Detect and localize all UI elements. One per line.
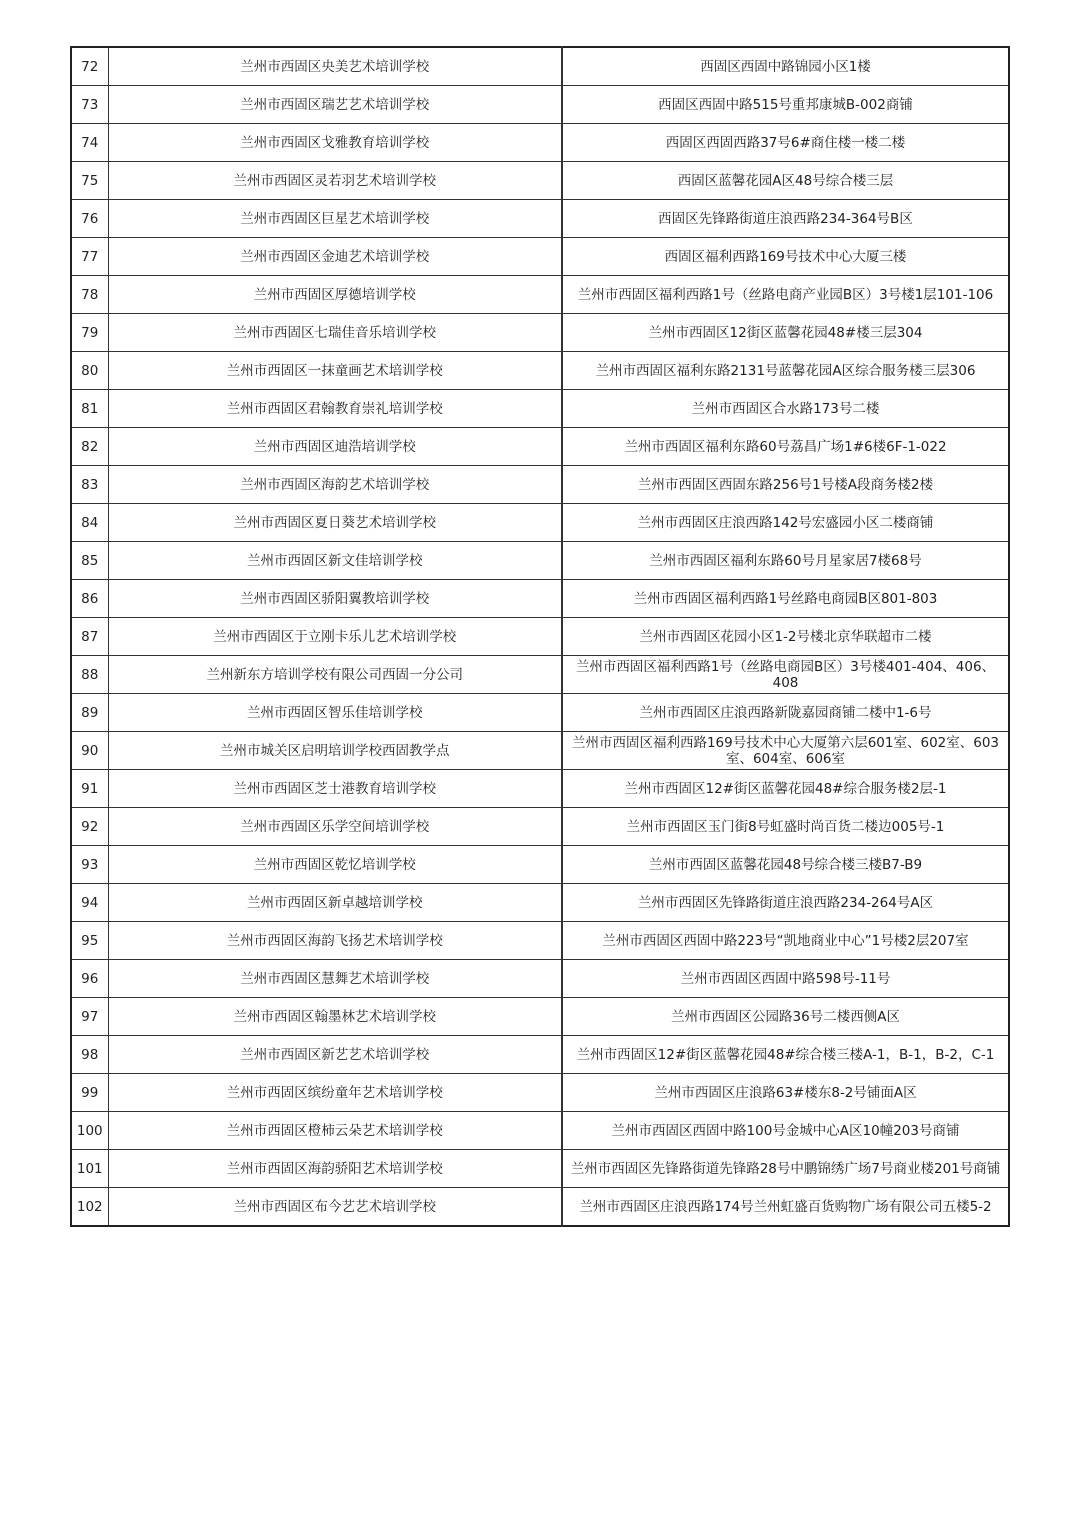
table-row	[71, 732, 1009, 770]
row-number: 82	[71, 428, 108, 466]
row-number: 72	[71, 47, 108, 86]
table-row	[71, 162, 1009, 200]
school-name: 兰州市西固区橙柿云朵艺术培训学校	[108, 1112, 562, 1150]
table-row	[71, 276, 1009, 314]
school-name: 兰州市西固区翰墨林艺术培训学校	[108, 998, 562, 1036]
school-address: 兰州市西固区西固中路598号-11号	[562, 960, 1009, 998]
row-number: 86	[71, 580, 108, 618]
school-name: 兰州市西固区灵若羽艺术培训学校	[108, 162, 562, 200]
school-address: 兰州市西固区西固中路100号金城中心A区10幢203号商铺	[562, 1112, 1009, 1150]
table-row	[71, 352, 1009, 390]
table-row	[71, 1074, 1009, 1112]
school-name: 兰州市西固区新卓越培训学校	[108, 884, 562, 922]
row-number: 80	[71, 352, 108, 390]
school-list-table	[70, 46, 1010, 1227]
school-address: 兰州市西固区公园路36号二楼西侧A区	[562, 998, 1009, 1036]
row-number: 77	[71, 238, 108, 276]
table-row	[71, 504, 1009, 542]
table-row	[71, 884, 1009, 922]
school-address: 兰州市西固区庄浪路63#楼东8-2号铺面A区	[562, 1074, 1009, 1112]
school-address: 西固区西固中路515号重邦康城B-002商铺	[562, 86, 1009, 124]
school-name: 兰州市西固区七瑞佳音乐培训学校	[108, 314, 562, 352]
row-number: 74	[71, 124, 108, 162]
school-name: 兰州市西固区慧舞艺术培训学校	[108, 960, 562, 998]
table-row	[71, 960, 1009, 998]
school-name: 兰州市西固区缤纷童年艺术培训学校	[108, 1074, 562, 1112]
school-name: 兰州市西固区瑞艺艺术培训学校	[108, 86, 562, 124]
row-number: 91	[71, 770, 108, 808]
school-name: 兰州新东方培训学校有限公司西固一分公司	[108, 656, 562, 694]
school-name: 兰州市西固区海韵骄阳艺术培训学校	[108, 1150, 562, 1188]
school-name: 兰州市西固区夏日葵艺术培训学校	[108, 504, 562, 542]
school-address: 兰州市西固区福利西路1号丝路电商园B区801-803	[562, 580, 1009, 618]
school-name: 兰州市西固区于立刚卡乐儿艺术培训学校	[108, 618, 562, 656]
school-address: 兰州市西固区合水路173号二楼	[562, 390, 1009, 428]
table-row	[71, 124, 1009, 162]
row-number: 78	[71, 276, 108, 314]
school-address: 兰州市西固区庄浪西路新陇嘉园商铺二楼中1-6号	[562, 694, 1009, 732]
table-row	[71, 770, 1009, 808]
school-name: 兰州市西固区金迪艺术培训学校	[108, 238, 562, 276]
row-number: 87	[71, 618, 108, 656]
row-number: 98	[71, 1036, 108, 1074]
school-address: 兰州市西固区福利东路60号荔昌广场1#6楼6F-1-022	[562, 428, 1009, 466]
table-row	[71, 846, 1009, 884]
school-name: 兰州市城关区启明培训学校西固教学点	[108, 732, 562, 770]
school-address: 兰州市西固区12街区蓝馨花园48#楼三层304	[562, 314, 1009, 352]
table-row	[71, 238, 1009, 276]
school-address: 西固区西固中路锦园小区1楼	[562, 47, 1009, 86]
row-number: 73	[71, 86, 108, 124]
school-address: 兰州市西固区庄浪西路142号宏盛园小区二楼商铺	[562, 504, 1009, 542]
school-address: 兰州市西固区先锋路街道庄浪西路234-264号A区	[562, 884, 1009, 922]
table-row	[71, 1036, 1009, 1074]
school-address: 兰州市西固区西固中路223号“凯地商业中心”1号楼2层207室	[562, 922, 1009, 960]
table-row	[71, 428, 1009, 466]
row-number: 95	[71, 922, 108, 960]
table-row	[71, 1150, 1009, 1188]
table-row	[71, 922, 1009, 960]
school-name: 兰州市西固区戈雅教育培训学校	[108, 124, 562, 162]
school-address: 兰州市西固区先锋路街道先锋路28号中鹏锦绣广场7号商业楼201号商铺	[562, 1150, 1009, 1188]
school-address: 兰州市西固区庄浪西路174号兰州虹盛百货购物广场有限公司五楼5-2	[562, 1188, 1009, 1227]
row-number: 79	[71, 314, 108, 352]
table-row	[71, 808, 1009, 846]
row-number: 89	[71, 694, 108, 732]
row-number: 99	[71, 1074, 108, 1112]
school-address: 西固区蓝馨花园A区48号综合楼三层	[562, 162, 1009, 200]
school-name: 兰州市西固区芝士港教育培训学校	[108, 770, 562, 808]
school-name: 兰州市西固区布今艺艺术培训学校	[108, 1188, 562, 1227]
row-number: 75	[71, 162, 108, 200]
table-body	[71, 47, 1009, 1226]
school-address: 西固区西固西路37号6#商住楼一楼二楼	[562, 124, 1009, 162]
school-address: 兰州市西固区福利东路60号月星家居7楼68号	[562, 542, 1009, 580]
row-number: 88	[71, 656, 108, 694]
school-name: 兰州市西固区海韵艺术培训学校	[108, 466, 562, 504]
row-number: 97	[71, 998, 108, 1036]
table-row	[71, 466, 1009, 504]
school-address: 兰州市西固区福利西路1号（丝路电商产业园B区）3号楼1层101-106	[562, 276, 1009, 314]
school-name: 兰州市西固区巨星艺术培训学校	[108, 200, 562, 238]
row-number: 96	[71, 960, 108, 998]
school-address: 兰州市西固区福利东路2131号蓝馨花园A区综合服务楼三层306	[562, 352, 1009, 390]
school-address: 兰州市西固区12#街区蓝馨花园48#综合楼三楼A-1，B-1，B-2，C-1	[562, 1036, 1009, 1074]
school-address: 兰州市西固区花园小区1-2号楼北京华联超市二楼	[562, 618, 1009, 656]
school-name: 兰州市西固区新文佳培训学校	[108, 542, 562, 580]
row-number: 76	[71, 200, 108, 238]
school-name: 兰州市西固区乾忆培训学校	[108, 846, 562, 884]
table-row	[71, 694, 1009, 732]
row-number: 90	[71, 732, 108, 770]
table-row	[71, 580, 1009, 618]
school-name: 兰州市西固区厚德培训学校	[108, 276, 562, 314]
row-number: 93	[71, 846, 108, 884]
table-row	[71, 656, 1009, 694]
table-row	[71, 542, 1009, 580]
school-name: 兰州市西固区骄阳翼教培训学校	[108, 580, 562, 618]
table-row	[71, 200, 1009, 238]
table-row	[71, 998, 1009, 1036]
row-number: 84	[71, 504, 108, 542]
table-row	[71, 314, 1009, 352]
school-name: 兰州市西固区智乐佳培训学校	[108, 694, 562, 732]
school-address: 兰州市西固区玉门街8号虹盛时尚百货二楼边005号-1	[562, 808, 1009, 846]
row-number: 100	[71, 1112, 108, 1150]
row-number: 102	[71, 1188, 108, 1227]
school-address: 兰州市西固区12#街区蓝馨花园48#综合服务楼2层-1	[562, 770, 1009, 808]
school-name: 兰州市西固区新艺艺术培训学校	[108, 1036, 562, 1074]
row-number: 85	[71, 542, 108, 580]
school-name: 兰州市西固区迪浩培训学校	[108, 428, 562, 466]
school-address: 西固区先锋路街道庄浪西路234-364号B区	[562, 200, 1009, 238]
school-name: 兰州市西固区君翰教育崇礼培训学校	[108, 390, 562, 428]
school-address: 兰州市西固区蓝馨花园48号综合楼三楼B7-B9	[562, 846, 1009, 884]
table-row	[71, 1112, 1009, 1150]
row-number: 94	[71, 884, 108, 922]
school-address: 兰州市西固区福利西路1号（丝路电商园B区）3号楼401-404、406、408	[562, 656, 1009, 694]
school-name: 兰州市西固区乐学空间培训学校	[108, 808, 562, 846]
school-address: 西固区福利西路169号技术中心大厦三楼	[562, 238, 1009, 276]
row-number: 83	[71, 466, 108, 504]
table-row	[71, 618, 1009, 656]
school-name: 兰州市西固区海韵飞扬艺术培训学校	[108, 922, 562, 960]
table-row	[71, 47, 1009, 86]
table-row	[71, 86, 1009, 124]
row-number: 81	[71, 390, 108, 428]
table-row	[71, 1188, 1009, 1227]
school-name: 兰州市西固区一抹童画艺术培训学校	[108, 352, 562, 390]
row-number: 92	[71, 808, 108, 846]
school-address: 兰州市西固区西固东路256号1号楼A段商务楼2楼	[562, 466, 1009, 504]
row-number: 101	[71, 1150, 108, 1188]
table-row	[71, 390, 1009, 428]
school-name: 兰州市西固区央美艺术培训学校	[108, 47, 562, 86]
school-address: 兰州市西固区福利西路169号技术中心大厦第六层601室、602室、603室、604室、606室	[562, 732, 1009, 770]
